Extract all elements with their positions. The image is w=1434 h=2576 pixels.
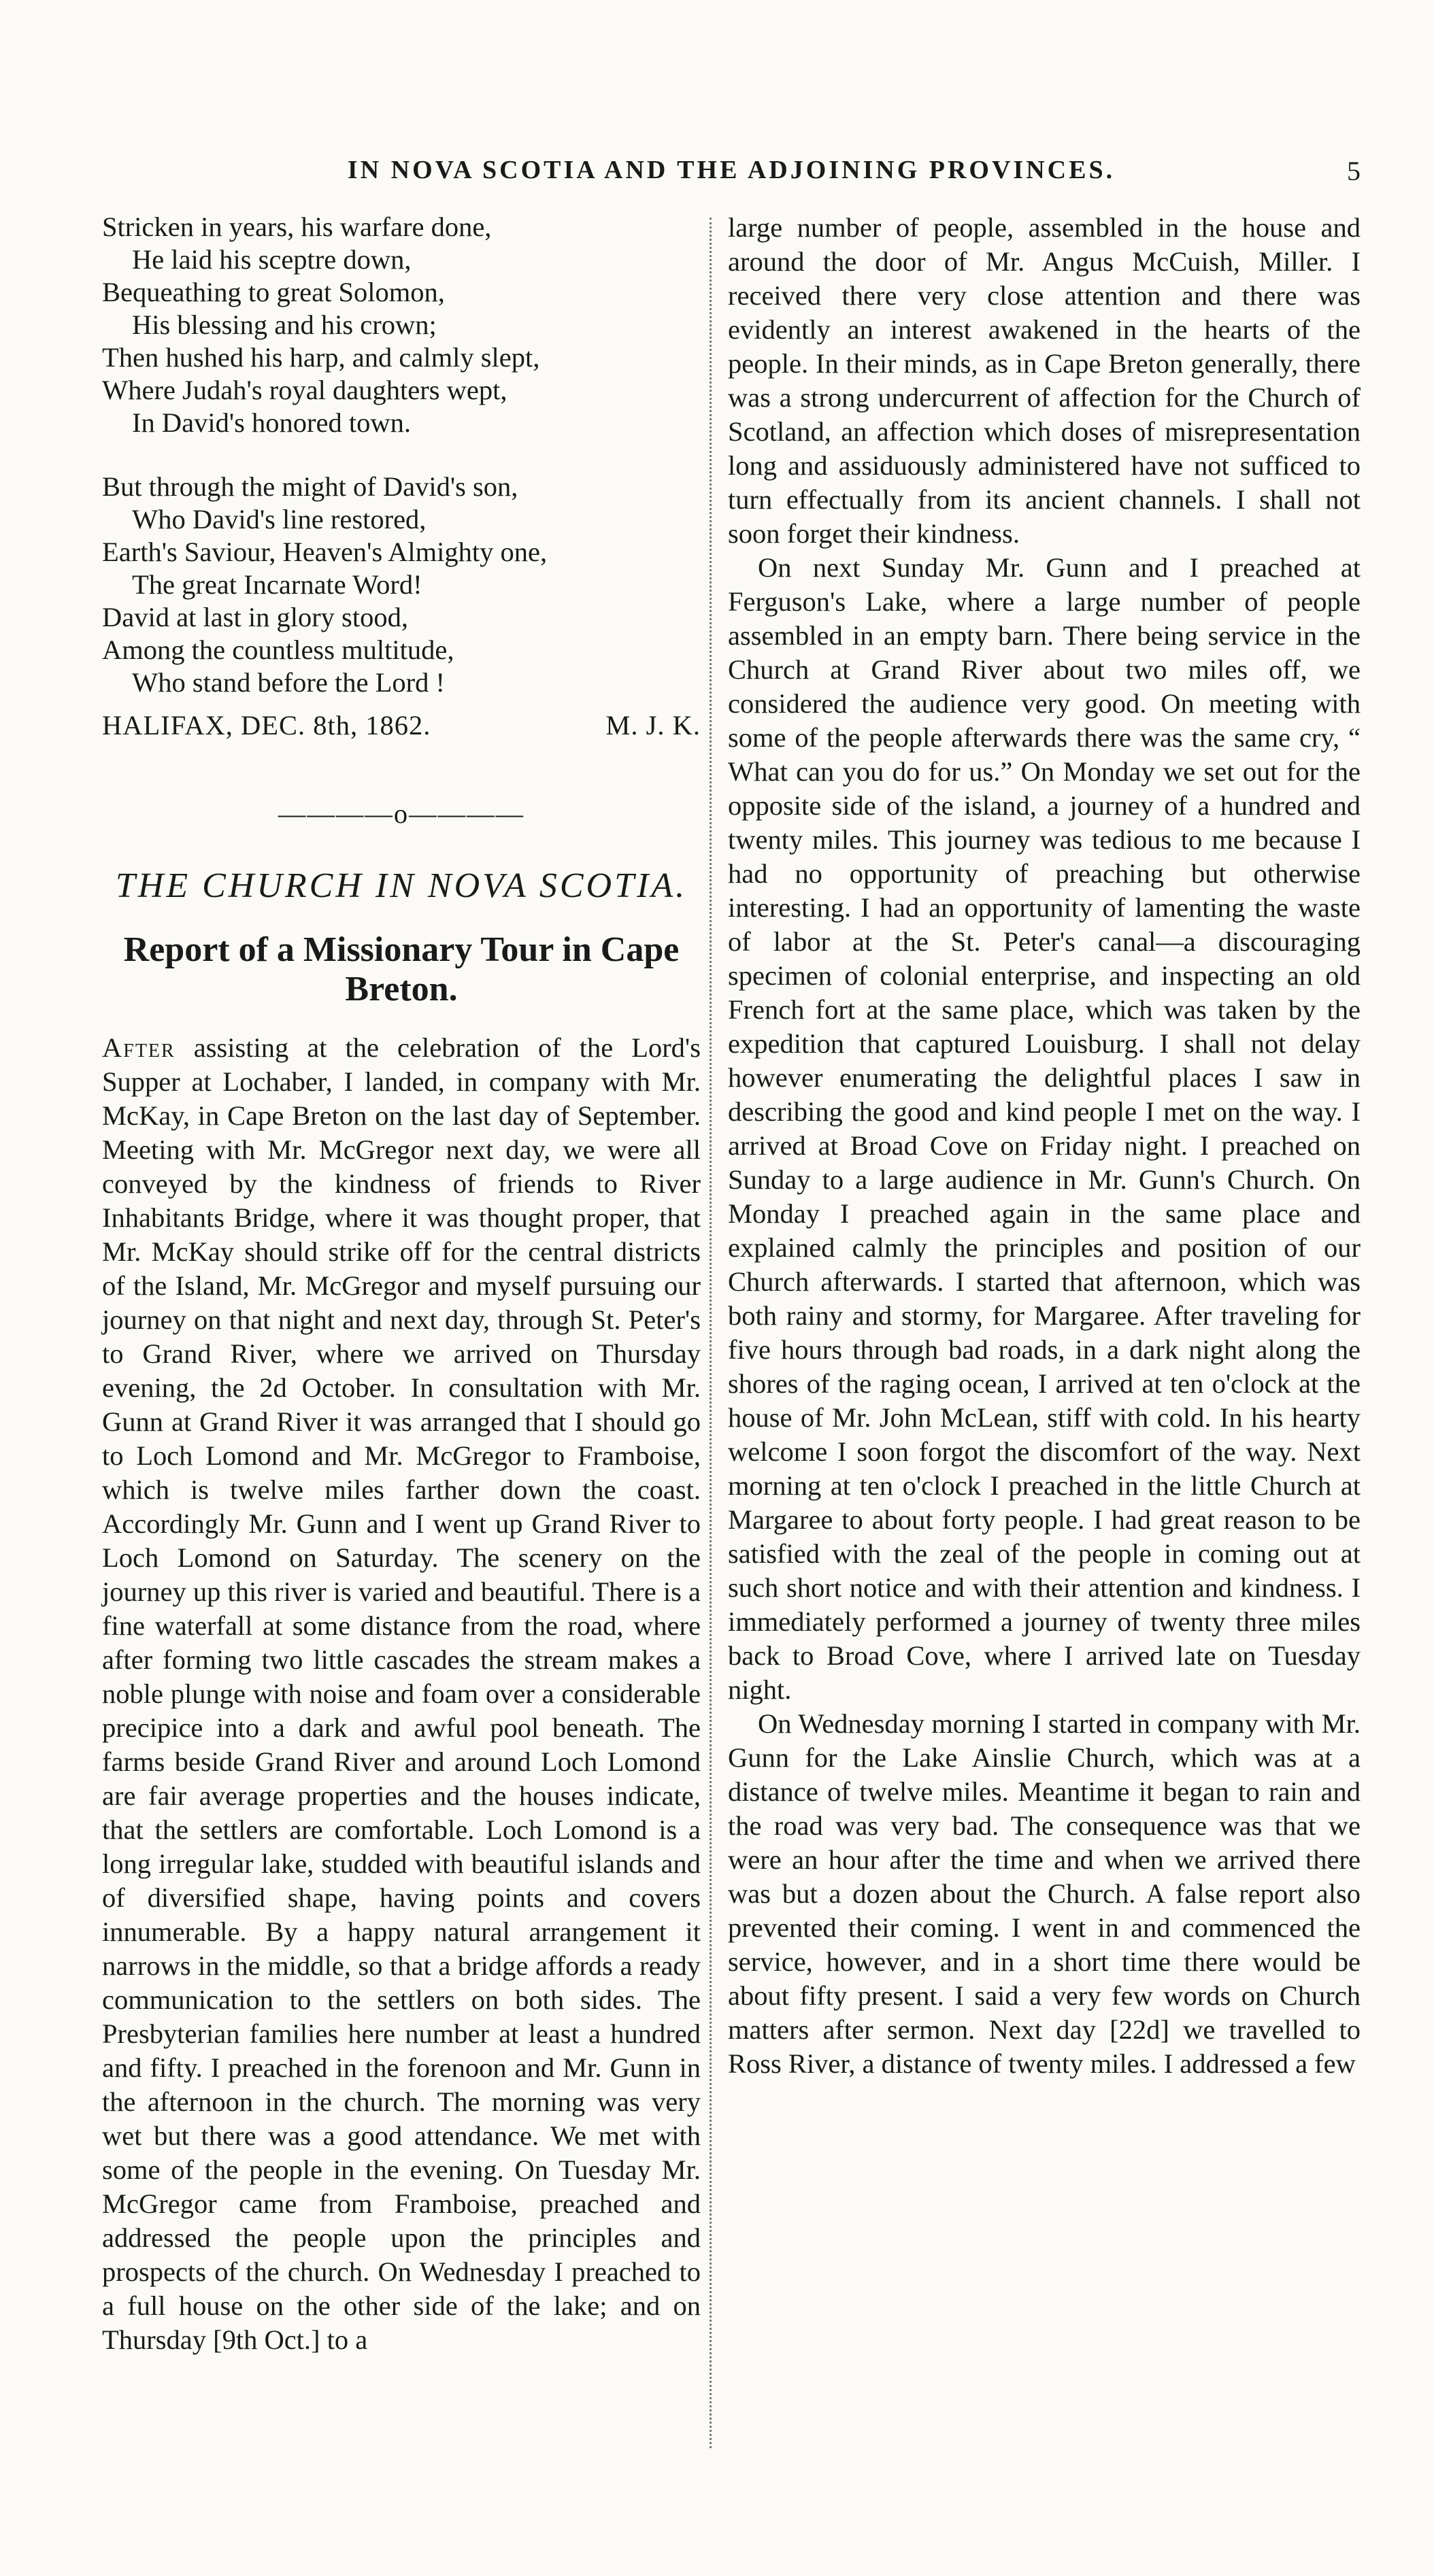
poem-line: Bequeathing to great Solomon, xyxy=(102,277,445,307)
page-number: 5 xyxy=(1347,156,1361,186)
poem-line: Then hushed his harp, and calmly slept, xyxy=(102,342,540,373)
opening-word: After xyxy=(102,1032,176,1063)
poem xyxy=(102,211,701,743)
poem-line: Who stand before the Lord ! xyxy=(132,667,445,698)
section-divider: ————o———— xyxy=(278,798,525,829)
poem-line: Stricken in years, his warfare done, xyxy=(102,211,492,242)
poem-line: The great Incarnate Word! xyxy=(132,569,422,600)
poem-stanza xyxy=(102,211,701,439)
poem-line: David at last in glory stood, xyxy=(102,602,408,632)
poem-line: Earth's Saviour, Heaven's Almighty one, xyxy=(102,537,548,567)
right-column xyxy=(728,211,1361,2081)
poem-line: He laid his sceptre down, xyxy=(132,244,412,275)
paragraph-text: assisting at the celebration of the Lord's Supper at Lochaber, I landed, in company with Mr. McKay, in Cape Breton on the last day of September. Meeting with Mr. McGregor next day, we were all conveyed by the kindness of friends to River Inhabitants Bridge, where it was thought proper, that Mr. McKay should strike off for the central districts of the Island, Mr. McGregor and myself pursuing our journey on that night and next day, through St. Peter's to Grand River, where we arrived on Thursday evening, the 2d October. In consultation with Mr. Gunn at Grand River it was arranged that I should go to Loch Lomond and Mr. McGregor to Framboise, which is twelve miles farther down the coast. Accordingly Mr. Gunn and I went up Grand River to Loch Lomond on Saturday. The scenery on the journey up this river is varied and beautiful. There is a fine waterfall at some distance from the road, where after forming two little cascades the stream makes a noble plunge with noise and foam over a considerable precipice into a dark and awful pool beneath. The farms beside Grand River and around Loch Lomond are fair average properties and the houses indicate, that the settlers are comfortable. Loch Lomond is a long irregular lake, studded with beautiful islands and of diversified shape, having points and covers innumerable. By a happy natural arrangement it narrows in the middle, so that a bridge affords a ready communication to the settlers on both sides. The Presbyterian families here number at least a hundred and fifty. I preached in the forenoon and Mr. Gunn in the afternoon in the church. The morning was very wet but there was a good attendance. We met with some of the people in the evening. On Tuesday Mr. McGregor came from Framboise, preached and addressed the people upon the principles and prospects of the church. On Wednesday I preached to a full house on the other side of the lake; and on Thursday [9th Oct.] to a xyxy=(102,1032,701,2355)
poem-initials: M. J. K. xyxy=(605,710,701,741)
section-title: THE CHURCH IN NOVA SCOTIA. xyxy=(115,866,688,905)
article-paragraph: large number of people, assembled in the house and around the door of Mr. Angus McCuish, Miller. I received there very close attention and there was evidently an interest awakened in the hearts of the people. In their minds, as in Cape Breton generally, there was a strong undercurrent of affection for the Church of Scotland, an affection which doses of misrepresentation long and assiduously administered have not sufficed to turn effectually from its ancient channels. I shall not soon forget their kindness. xyxy=(728,212,1361,549)
article-paragraph: On next Sunday Mr. Gunn and I preached at Ferguson's Lake, where a large number of people assembled in an empty barn. There being service in the Church at Grand River about two miles off, we considered the audience very good. On meeting with some of the people afterwards there was the same cry, “ What can you do for us.” On Monday we set out for the opposite side of the island, a journey of a hundred and twenty miles. This journey was tedious to me because I had no opportunity of preaching but otherwise interesting. I had an opportunity of lamenting the waste of labor at the St. Peter's canal—a discouraging specimen of colonial enterprise, and inspecting an old French fort at the same place, which was taken by the expedition that captured Louisburg. I shall not delay however enumerating the delightful places I saw in describing the good and kind people I met on the way. I arrived at Broad Cove on Friday night. I preached on Sunday to a large audience in Mr. Gunn's Church. On Monday I preached again in the same place and explained calmly the principles and position of our Church afterwards. I started that afternoon, which was both rainy and stormy, for Margaree. After traveling for five hours through bad roads, in a dark night along the shores of the raging ocean, I arrived at ten o'clock at the house of Mr. John McLean, stiff with cold. In his hearty welcome I soon forgot the discomfort of the way. Next morning at ten o'clock I preached in the little Church at Margaree to about forty people. I had great reason to be satisfied with the zeal of the people in coming out at such short notice and with their attention and kindness. I immediately performed a journey of twenty three miles back to Broad Cove, where I arrived late on Tuesday night. xyxy=(728,552,1361,1705)
poem-line: Where Judah's royal daughters wept, xyxy=(102,375,507,405)
stanza-gap xyxy=(102,439,701,471)
article-paragraph xyxy=(102,1031,701,2357)
article-paragraph: On Wednesday morning I started in company with Mr. Gunn for the Lake Ainslie Church, which was at a distance of twelve miles. Meantime it began to rain and the road was very bad. The consequence was that we were an hour after the time and when we arrived there was but a dozen about the Church. A false report also prevented their coming. I went in and commenced the service, however, and in a short time there would be about fifty present. I said a very few words on Church matters after sermon. Next day [22d] we travelled to Ross River, a distance of twenty miles. I addressed a few xyxy=(728,1708,1361,2079)
running-head: IN NOVA SCOTIA AND THE ADJOINING PROVINCES. xyxy=(347,156,1116,184)
poem-line: His blessing and his crown; xyxy=(132,309,437,340)
page-header xyxy=(102,155,1361,196)
poem-line: But through the might of David's son, xyxy=(102,471,518,502)
poem-line: Who David's line restored, xyxy=(132,504,427,535)
poem-line: In David's honored town. xyxy=(132,407,411,438)
poem-signoff xyxy=(102,709,701,743)
poem-stanza xyxy=(102,471,701,699)
poem-dateline: HALIFAX, DEC. 8th, 1862. xyxy=(102,710,431,741)
poem-line: Among the countless multitude, xyxy=(102,634,454,665)
article-title: Report of a Missionary Tour in Cape Breton. xyxy=(123,930,680,1009)
column-divider xyxy=(710,218,712,2448)
left-column xyxy=(102,211,701,2357)
